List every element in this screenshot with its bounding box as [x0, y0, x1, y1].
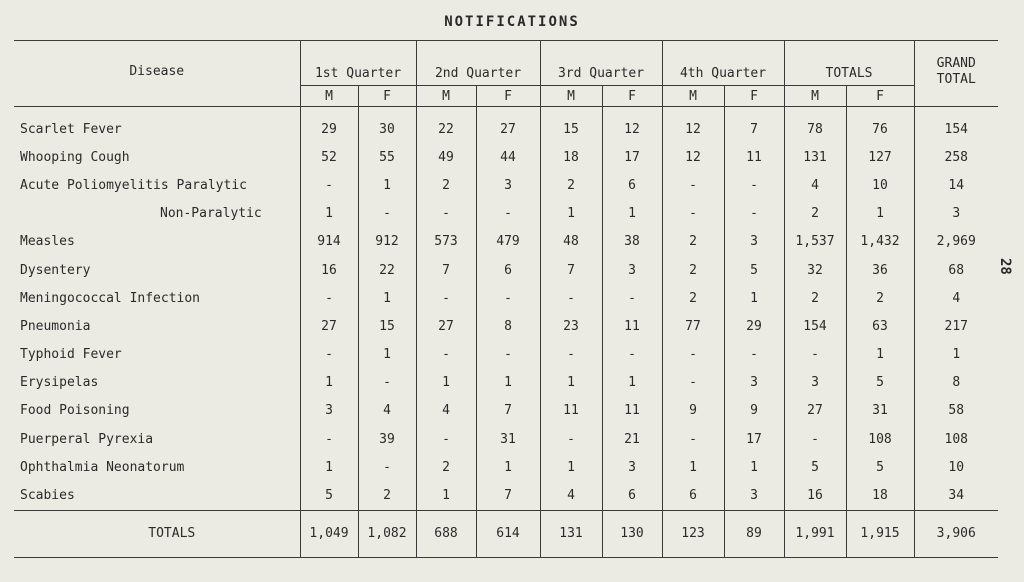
data-cell: 8: [914, 369, 998, 397]
table-row: [14, 228, 998, 256]
total-cell: 1,049: [300, 510, 358, 557]
total-cell: 688: [416, 510, 476, 557]
data-cell: -: [300, 425, 358, 453]
data-cell: 5: [846, 453, 914, 481]
data-cell: 2: [662, 228, 724, 256]
data-cell: 2: [416, 171, 476, 199]
data-cell: 1,537: [784, 228, 846, 256]
data-cell: 3: [724, 369, 784, 397]
data-cell: -: [602, 341, 662, 369]
data-cell: 27: [416, 312, 476, 340]
data-cell: 39: [358, 425, 416, 453]
data-cell: 1,432: [846, 228, 914, 256]
sub-header: F: [476, 86, 540, 107]
data-cell: -: [784, 425, 846, 453]
total-cell: 131: [540, 510, 602, 557]
data-cell: 1: [540, 453, 602, 481]
data-cell: 1: [416, 481, 476, 510]
data-cell: 14: [914, 171, 998, 199]
data-cell: -: [416, 284, 476, 312]
grand-total-header-line2: TOTAL: [936, 71, 976, 87]
data-cell: 30: [358, 107, 416, 144]
disease-name: Acute Poliomyelitis Paralytic: [20, 177, 247, 193]
quarter-4-header: 4th Quarter: [662, 41, 784, 86]
data-cell: -: [300, 284, 358, 312]
data-cell: 258: [914, 143, 998, 171]
data-cell: -: [724, 341, 784, 369]
data-cell: 573: [416, 228, 476, 256]
data-cell: 11: [724, 143, 784, 171]
disease-header: Disease: [14, 41, 300, 107]
data-cell: 17: [602, 143, 662, 171]
data-cell: 22: [416, 107, 476, 144]
data-cell: 4: [540, 481, 602, 510]
data-cell: -: [724, 200, 784, 228]
data-cell: 1: [602, 369, 662, 397]
data-cell: 11: [540, 397, 602, 425]
total-cell: 1,991: [784, 510, 846, 557]
data-cell: 21: [602, 425, 662, 453]
data-cell: 1: [602, 200, 662, 228]
data-cell: 31: [476, 425, 540, 453]
data-cell: 2: [358, 481, 416, 510]
page-title: NOTIFICATIONS: [444, 14, 580, 30]
data-cell: 7: [476, 397, 540, 425]
table-row: [14, 107, 998, 144]
totals-label: TOTALS: [14, 510, 300, 557]
data-cell: 5: [724, 256, 784, 284]
data-cell: 7: [724, 107, 784, 144]
data-cell: -: [662, 369, 724, 397]
data-cell: -: [416, 341, 476, 369]
data-cell: 18: [540, 143, 602, 171]
disease-name: Ophthalmia Neonatorum: [20, 459, 185, 475]
table-row: [14, 143, 998, 171]
data-cell: 48: [540, 228, 602, 256]
data-cell: 9: [662, 397, 724, 425]
sub-header: M: [784, 86, 846, 107]
data-cell: 912: [358, 228, 416, 256]
data-cell: 1: [724, 453, 784, 481]
data-cell: 68: [914, 256, 998, 284]
disease-name: Puerperal Pyrexia: [20, 431, 154, 447]
data-cell: 15: [358, 312, 416, 340]
total-cell: 614: [476, 510, 540, 557]
table-row: [14, 425, 998, 453]
data-cell: -: [784, 341, 846, 369]
data-cell: 3: [784, 369, 846, 397]
data-cell: -: [416, 200, 476, 228]
table-row: [14, 453, 998, 481]
data-cell: 78: [784, 107, 846, 144]
data-cell: 5: [784, 453, 846, 481]
data-cell: 2,969: [914, 228, 998, 256]
disease-name: Meningococcal Infection: [20, 290, 201, 306]
data-cell: 1: [662, 453, 724, 481]
data-cell: 11: [602, 397, 662, 425]
data-cell: 1: [358, 171, 416, 199]
data-cell: 63: [846, 312, 914, 340]
data-cell: 217: [914, 312, 998, 340]
data-cell: 1: [914, 341, 998, 369]
data-cell: 3: [602, 256, 662, 284]
sub-header: F: [358, 86, 416, 107]
data-cell: 108: [914, 425, 998, 453]
data-cell: 479: [476, 228, 540, 256]
data-cell: 4: [914, 284, 998, 312]
data-cell: 7: [416, 256, 476, 284]
data-cell: 27: [476, 107, 540, 144]
total-cell: 1,915: [846, 510, 914, 557]
data-cell: 1: [300, 200, 358, 228]
data-cell: -: [540, 284, 602, 312]
data-cell: -: [662, 425, 724, 453]
sub-header: F: [724, 86, 784, 107]
data-cell: -: [724, 171, 784, 199]
sub-header: M: [662, 86, 724, 107]
total-cell: 123: [662, 510, 724, 557]
data-cell: 1: [358, 284, 416, 312]
table-row: [14, 341, 998, 369]
data-cell: 58: [914, 397, 998, 425]
table-row: [14, 312, 998, 340]
data-cell: 2: [784, 200, 846, 228]
disease-name: Pneumonia: [20, 318, 91, 334]
data-cell: 154: [784, 312, 846, 340]
data-cell: -: [540, 341, 602, 369]
data-cell: 127: [846, 143, 914, 171]
data-cell: 1: [358, 341, 416, 369]
data-cell: -: [416, 425, 476, 453]
disease-name: Typhoid Fever: [20, 347, 122, 363]
data-cell: 154: [914, 107, 998, 144]
data-cell: 44: [476, 143, 540, 171]
data-cell: 10: [846, 171, 914, 199]
data-cell: 2: [662, 284, 724, 312]
data-cell: 55: [358, 143, 416, 171]
data-cell: 12: [602, 107, 662, 144]
data-cell: 18: [846, 481, 914, 510]
data-cell: 16: [300, 256, 358, 284]
data-cell: -: [476, 200, 540, 228]
sub-header: M: [416, 86, 476, 107]
grand-total-header-line1: GRAND: [936, 55, 976, 71]
data-cell: 52: [300, 143, 358, 171]
data-cell: -: [358, 453, 416, 481]
data-cell: 49: [416, 143, 476, 171]
data-cell: 6: [602, 171, 662, 199]
data-cell: 5: [300, 481, 358, 510]
table-row: [14, 481, 998, 510]
sub-header: F: [602, 86, 662, 107]
data-cell: 7: [476, 481, 540, 510]
data-cell: 4: [416, 397, 476, 425]
data-cell: 1: [300, 369, 358, 397]
disease-name: Erysipelas: [20, 375, 99, 391]
totals-header: TOTALS: [784, 41, 914, 86]
data-cell: -: [358, 200, 416, 228]
data-cell: 76: [846, 107, 914, 144]
data-cell: -: [662, 341, 724, 369]
disease-name: Non-Paralytic: [160, 206, 262, 222]
data-cell: 29: [300, 107, 358, 144]
data-cell: 16: [784, 481, 846, 510]
data-cell: 10: [914, 453, 998, 481]
data-cell: 1: [476, 453, 540, 481]
total-cell: 130: [602, 510, 662, 557]
data-cell: 6: [602, 481, 662, 510]
table-row: [14, 200, 998, 228]
data-cell: 5: [846, 369, 914, 397]
disease-name: Whooping Cough: [20, 149, 130, 165]
disease-name: Dysentery: [20, 262, 91, 278]
table-row: [14, 284, 998, 312]
data-cell: 22: [358, 256, 416, 284]
data-cell: 38: [602, 228, 662, 256]
disease-name: Measles: [20, 234, 75, 250]
data-cell: 23: [540, 312, 602, 340]
data-cell: 914: [300, 228, 358, 256]
quarter-1-header: 1st Quarter: [300, 41, 416, 86]
sub-header: F: [846, 86, 914, 107]
data-cell: 31: [846, 397, 914, 425]
disease-name: Food Poisoning: [20, 403, 130, 419]
data-cell: 3: [300, 397, 358, 425]
sub-header: M: [300, 86, 358, 107]
data-cell: 17: [724, 425, 784, 453]
data-cell: 8: [476, 312, 540, 340]
data-cell: 2: [540, 171, 602, 199]
data-cell: 32: [784, 256, 846, 284]
data-cell: 3: [476, 171, 540, 199]
data-cell: 4: [784, 171, 846, 199]
data-cell: 1: [416, 369, 476, 397]
data-cell: 2: [662, 256, 724, 284]
data-cell: 131: [784, 143, 846, 171]
data-cell: 12: [662, 143, 724, 171]
data-cell: 77: [662, 312, 724, 340]
data-cell: 1: [846, 341, 914, 369]
disease-name: Scabies: [20, 488, 75, 504]
data-cell: -: [662, 200, 724, 228]
totals-row: [14, 510, 998, 557]
data-cell: -: [300, 171, 358, 199]
data-cell: 15: [540, 107, 602, 144]
data-cell: 29: [724, 312, 784, 340]
data-cell: 2: [416, 453, 476, 481]
data-cell: 27: [784, 397, 846, 425]
data-cell: 27: [300, 312, 358, 340]
data-cell: 3: [724, 481, 784, 510]
data-cell: 2: [846, 284, 914, 312]
page-number: 28: [997, 258, 1013, 275]
data-cell: 1: [476, 369, 540, 397]
data-cell: 3: [914, 200, 998, 228]
notifications-table: [14, 40, 998, 558]
grand-total-header: [914, 41, 998, 107]
data-cell: 4: [358, 397, 416, 425]
total-cell: 1,082: [358, 510, 416, 557]
data-cell: 36: [846, 256, 914, 284]
disease-name: Scarlet Fever: [20, 121, 122, 137]
data-cell: 12: [662, 107, 724, 144]
data-cell: 6: [476, 256, 540, 284]
data-cell: -: [358, 369, 416, 397]
data-cell: 1: [540, 369, 602, 397]
data-cell: -: [602, 284, 662, 312]
table-row: [14, 397, 998, 425]
data-cell: 34: [914, 481, 998, 510]
table-row: [14, 256, 998, 284]
total-cell: 89: [724, 510, 784, 557]
data-cell: 9: [724, 397, 784, 425]
data-cell: 2: [784, 284, 846, 312]
quarter-2-header: 2nd Quarter: [416, 41, 540, 86]
data-cell: 1: [846, 200, 914, 228]
data-cell: -: [662, 171, 724, 199]
quarter-3-header: 3rd Quarter: [540, 41, 662, 86]
data-cell: 3: [724, 228, 784, 256]
table-row: [14, 369, 998, 397]
table-row: [14, 171, 998, 199]
data-cell: -: [476, 341, 540, 369]
total-cell: 3,906: [914, 510, 998, 557]
data-cell: 6: [662, 481, 724, 510]
data-cell: 7: [540, 256, 602, 284]
data-cell: -: [300, 341, 358, 369]
data-cell: -: [476, 284, 540, 312]
data-cell: -: [540, 425, 602, 453]
data-cell: 1: [540, 200, 602, 228]
data-cell: 1: [300, 453, 358, 481]
data-cell: 1: [724, 284, 784, 312]
sub-header: M: [540, 86, 602, 107]
data-cell: 3: [602, 453, 662, 481]
data-cell: 11: [602, 312, 662, 340]
table-body: [14, 107, 998, 511]
data-cell: 108: [846, 425, 914, 453]
